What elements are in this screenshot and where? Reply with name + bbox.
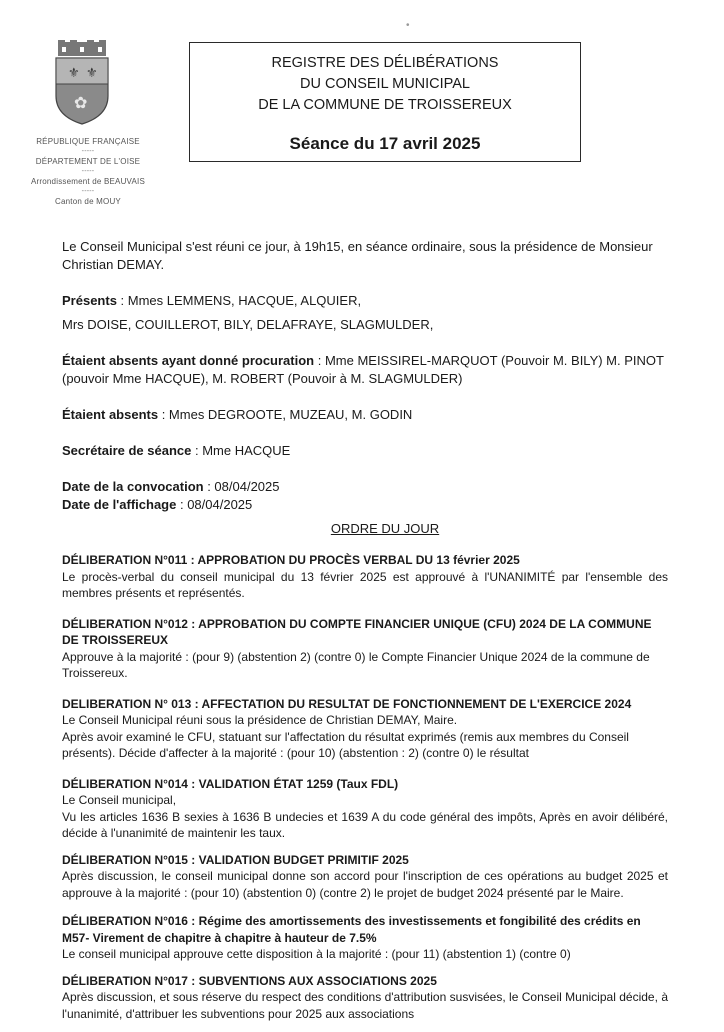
convocation-label: Date de la convocation bbox=[62, 479, 204, 494]
deliberation-title: DÉLIBERATION N°011 : APPROBATION DU PROCÈS VERBAL DU 13 février 2025 bbox=[62, 553, 520, 567]
title-line-3: DE LA COMMUNE DE TROISSEREUX bbox=[258, 97, 512, 113]
deliberation-013 bbox=[62, 696, 668, 762]
deliberation-text: Le conseil municipal approuve cette disposition à la majorité : (pour 11) (abstention 1) (contre 0) bbox=[62, 947, 571, 961]
deliberation-title: DÉLIBERATION N°016 : Régime des amortissements des investissements et fongibilité des crédits en M57- Virement de chapitre à chapitre à hauteur de 7.5% bbox=[62, 914, 641, 945]
ordre-du-jour-heading: ORDRE DU JOUR bbox=[330, 521, 440, 536]
deliberation-017 bbox=[62, 973, 668, 1023]
admin-arrondissement: Arrondissement de BEAUVAIS bbox=[31, 177, 145, 186]
register-title-box bbox=[189, 42, 581, 162]
scan-mark: • bbox=[406, 20, 410, 31]
presents-line-1: : Mmes LEMMENS, HACQUE, ALQUIER, bbox=[116, 293, 362, 308]
seance-date: Séance du 17 avril 2025 bbox=[289, 134, 481, 153]
procuration-label: Étaient absents ayant donné procuration bbox=[62, 353, 315, 368]
dates-block bbox=[62, 478, 668, 514]
presents-label: Présents bbox=[62, 293, 117, 308]
deliberation-title: DÉLIBERATION N°017 : SUBVENTIONS AUX ASSOCIATIONS 2025 bbox=[62, 973, 437, 988]
absents-block bbox=[62, 406, 668, 424]
svg-text:⚜: ⚜ bbox=[68, 66, 80, 81]
secretaire-text: : Mme HACQUE bbox=[191, 443, 291, 458]
deliberation-text: Le Conseil municipal, bbox=[62, 793, 177, 807]
secretaire-label: Secrétaire de séance bbox=[62, 443, 192, 458]
svg-text:✿: ✿ bbox=[74, 93, 88, 112]
affichage-label: Date de l'affichage bbox=[62, 497, 177, 512]
title-line-1: REGISTRE DES DÉLIBÉRATIONS bbox=[271, 55, 499, 71]
admin-separator: ----- bbox=[81, 168, 95, 175]
admin-canton: Canton de MOUY bbox=[55, 197, 121, 206]
administrative-header bbox=[14, 136, 162, 207]
procuration-block bbox=[62, 352, 668, 388]
deliberation-016 bbox=[62, 913, 668, 963]
intro-paragraph: Le Conseil Municipal s'est réuni ce jour, à 19h15, en séance ordinaire, sous la présidence de Monsieur Christian DEMAY. bbox=[62, 239, 653, 272]
absents-label: Étaient absents bbox=[62, 407, 159, 422]
procuration-text: : Mme MEISSIREL-MARQUOT (Pouvoir M. BILY) M. PINOT (pouvoir Mme HACQUE), M. ROBERT (Pouvoir à M. SLAGMULDER) bbox=[62, 353, 664, 386]
title-line-2: DU CONSEIL MUNICIPAL bbox=[300, 76, 470, 92]
deliberation-title: DÉLIBERATION N°014 : VALIDATION ÉTAT 1259 (Taux FDL) bbox=[62, 776, 399, 791]
deliberation-title: DÉLIBERATION N°012 : APPROBATION DU COMPTE FINANCIER UNIQUE (CFU) 2024 DE LA COMMUNE DE TROISSEREUX bbox=[62, 616, 652, 647]
deliberation-text: Après discussion, et sous réserve du respect des conditions d'attribution susvisées, le Conseil Municipal décide, à l'unanimité, d'attribuer les subventions pour 2025 aux associations bbox=[62, 990, 668, 1021]
deliberation-011 bbox=[62, 552, 668, 602]
secretaire-block bbox=[62, 442, 668, 460]
deliberation-015 bbox=[62, 852, 668, 902]
affichage-date: : 08/04/2025 bbox=[176, 497, 253, 512]
deliberation-text-2: Après avoir examiné le CFU, statuant sur l'affectation du résultat exprimés (remis aux membres du Conseil présents). Décide d'affecter à la majorité : (pour 10) (abstention : 2) (contre 0) le résultat bbox=[62, 729, 629, 760]
admin-separator: ----- bbox=[81, 188, 95, 195]
document-body bbox=[62, 238, 668, 1032]
presents-line-2: Mrs DOISE, COUILLEROT, BILY, DELAFRAYE, SLAGMULDER, bbox=[62, 317, 434, 332]
deliberation-text: Approuve à la majorité : (pour 9) (abstention 2) (contre 0) le Compte Financier Unique 2024 de la commune de Troissereux. bbox=[62, 649, 650, 680]
deliberation-title: DELIBERATION N° 013 : AFFECTATION DU RESULTAT DE FONCTIONNEMENT DE L'EXERCICE 2024 bbox=[62, 696, 632, 711]
svg-text:⚜: ⚜ bbox=[86, 66, 98, 81]
deliberation-text: Le procès-verbal du conseil municipal du 13 février 2025 est approuvé à l'UNANIMITÉ par l'ensemble des membres présents et représentés. bbox=[62, 569, 668, 600]
deliberation-text: Après discussion, le conseil municipal donne son accord pour l'inscription de ces opérations au budget 2025 et approuve à la majorité : (pour 10) (abstention 0) (contre 2) le projet de budget 2024 présenté par le Maire. bbox=[62, 869, 668, 900]
absents-text: : Mmes DEGROOTE, MUZEAU, M. GODIN bbox=[158, 407, 413, 422]
deliberation-text-2: Vu les articles 1636 B sexies à 1636 B undecies et 1639 A du code général des impôts, Après en avoir délibéré, décide à l'unanimité de maintenir les taux. bbox=[62, 809, 668, 840]
deliberation-014 bbox=[62, 776, 668, 842]
convocation-date: : 08/04/2025 bbox=[203, 479, 280, 494]
admin-separator: ----- bbox=[81, 148, 95, 155]
admin-republique: RÉPUBLIQUE FRANÇAISE bbox=[36, 137, 140, 146]
deliberation-012 bbox=[62, 616, 668, 682]
presents-block bbox=[62, 292, 668, 334]
deliberation-title: DÉLIBERATION N°015 : VALIDATION BUDGET PRIMITIF 2025 bbox=[62, 852, 409, 867]
coat-of-arms-logo bbox=[48, 40, 116, 126]
deliberation-text: Le Conseil Municipal réuni sous la présidence de Christian DEMAY, Maire. bbox=[62, 713, 458, 727]
admin-departement: DÉPARTEMENT DE L'OISE bbox=[35, 157, 141, 166]
